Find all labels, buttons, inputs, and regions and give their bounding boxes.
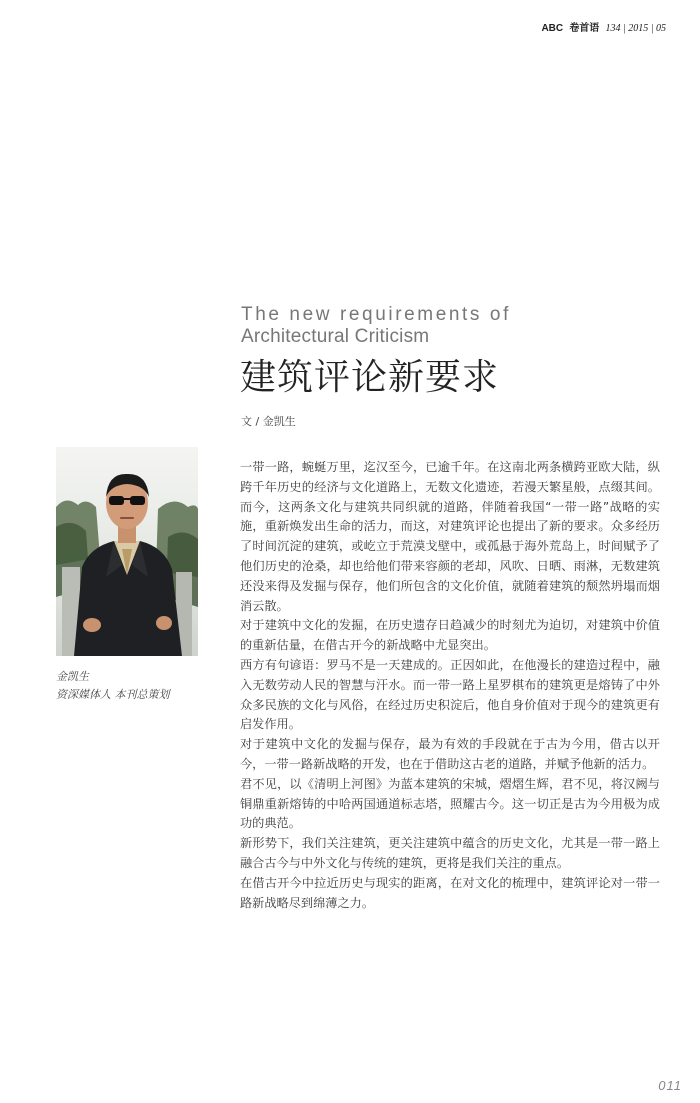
english-title-line2: Architectural Criticism: [241, 326, 430, 347]
english-title-line1: The new requirements of: [241, 304, 511, 325]
author-name: 金凯生: [56, 670, 89, 683]
author-portrait-illustration: [56, 447, 198, 656]
paragraph: 君不见，以《清明上河图》为蓝本建筑的宋城，熠熠生辉，君不见，将汉阙与铜鼎重新熔铸的中哈两国通道标志塔，照耀古今。这一切正是古为今用极为成功的典范。: [240, 776, 660, 831]
paragraph: 西方有句谚语：罗马不是一天建成的。正因如此，在他漫长的建造过程中，融入无数劳动人民的智慧与汗水。而一带一路上星罗棋布的建筑更是熔铸了中外众多民族的文化与风俗，在经过历史积淀后，他自身价值对于现今的建筑更有启发作用。: [240, 657, 660, 732]
english-title: [241, 304, 511, 348]
byline: 文 / 金凯生: [241, 415, 296, 428]
article-body: [240, 458, 660, 913]
paragraph: 对于建筑中文化的发掘，在历史遗存日趋减少的时刻尤为迫切，对建筑中价值的重新估量，在借古开今的新战略中尤显突出。: [240, 618, 660, 653]
paragraph: 新形势下，我们关注建筑，更关注建筑中蕴含的历史文化，尤其是一带一路上融合古今与中外文化与传统的建筑，更将是我们关注的重点。: [240, 836, 660, 870]
author-photo: [56, 447, 198, 656]
paragraph: 一带一路，蜿蜒万里，迄汉至今，已逾千年。在这南北两条横跨亚欧大陆，纵跨千年历史的经济与文化道路上，无数文化遗迹，若漫天繁星般，点缀其间。而今，这两条文化与建筑共同织就的道路，伴随着我国“一带一路”战略的实施，重新焕发出生命的活力，而这，对建筑评论也提出了新的要求。众多经历了时间沉淀的建筑，或屹立于荒漠戈壁中，或孤悬于海外荒岛上，时间赋予了他们历史的沧桑，却也给他们带来容颜的老却，风吹、日晒、雨淋，无数建筑还没来得及发掘与保存，他们所包含的文化价值，就随着建筑的颓然坍塌而烟消云散。: [240, 460, 660, 613]
page-header: [541, 19, 666, 34]
section-name: 卷首语: [569, 23, 600, 34]
paragraph: 在借古开今中拉近历史与现实的距离，在对文化的梳理中，建筑评论对一带一路新战略尽到绵薄之力。: [240, 875, 660, 910]
author-caption: [56, 668, 170, 704]
page-number: 011: [658, 1078, 682, 1093]
issue-info: 134 | 2015 | 05: [605, 23, 666, 34]
paragraph: 对于建筑中文化的发掘与保存，最为有效的手段就在于古为今用，借古以开今，一带一路新战略的开发，也在于借助这古老的道路，并赋予他新的活力。: [240, 737, 660, 771]
magazine-logo: ABC: [541, 23, 564, 34]
chinese-title: 建筑评论新要求: [240, 357, 500, 398]
author-role: 资深媒体人 本刊总策划: [56, 688, 170, 701]
